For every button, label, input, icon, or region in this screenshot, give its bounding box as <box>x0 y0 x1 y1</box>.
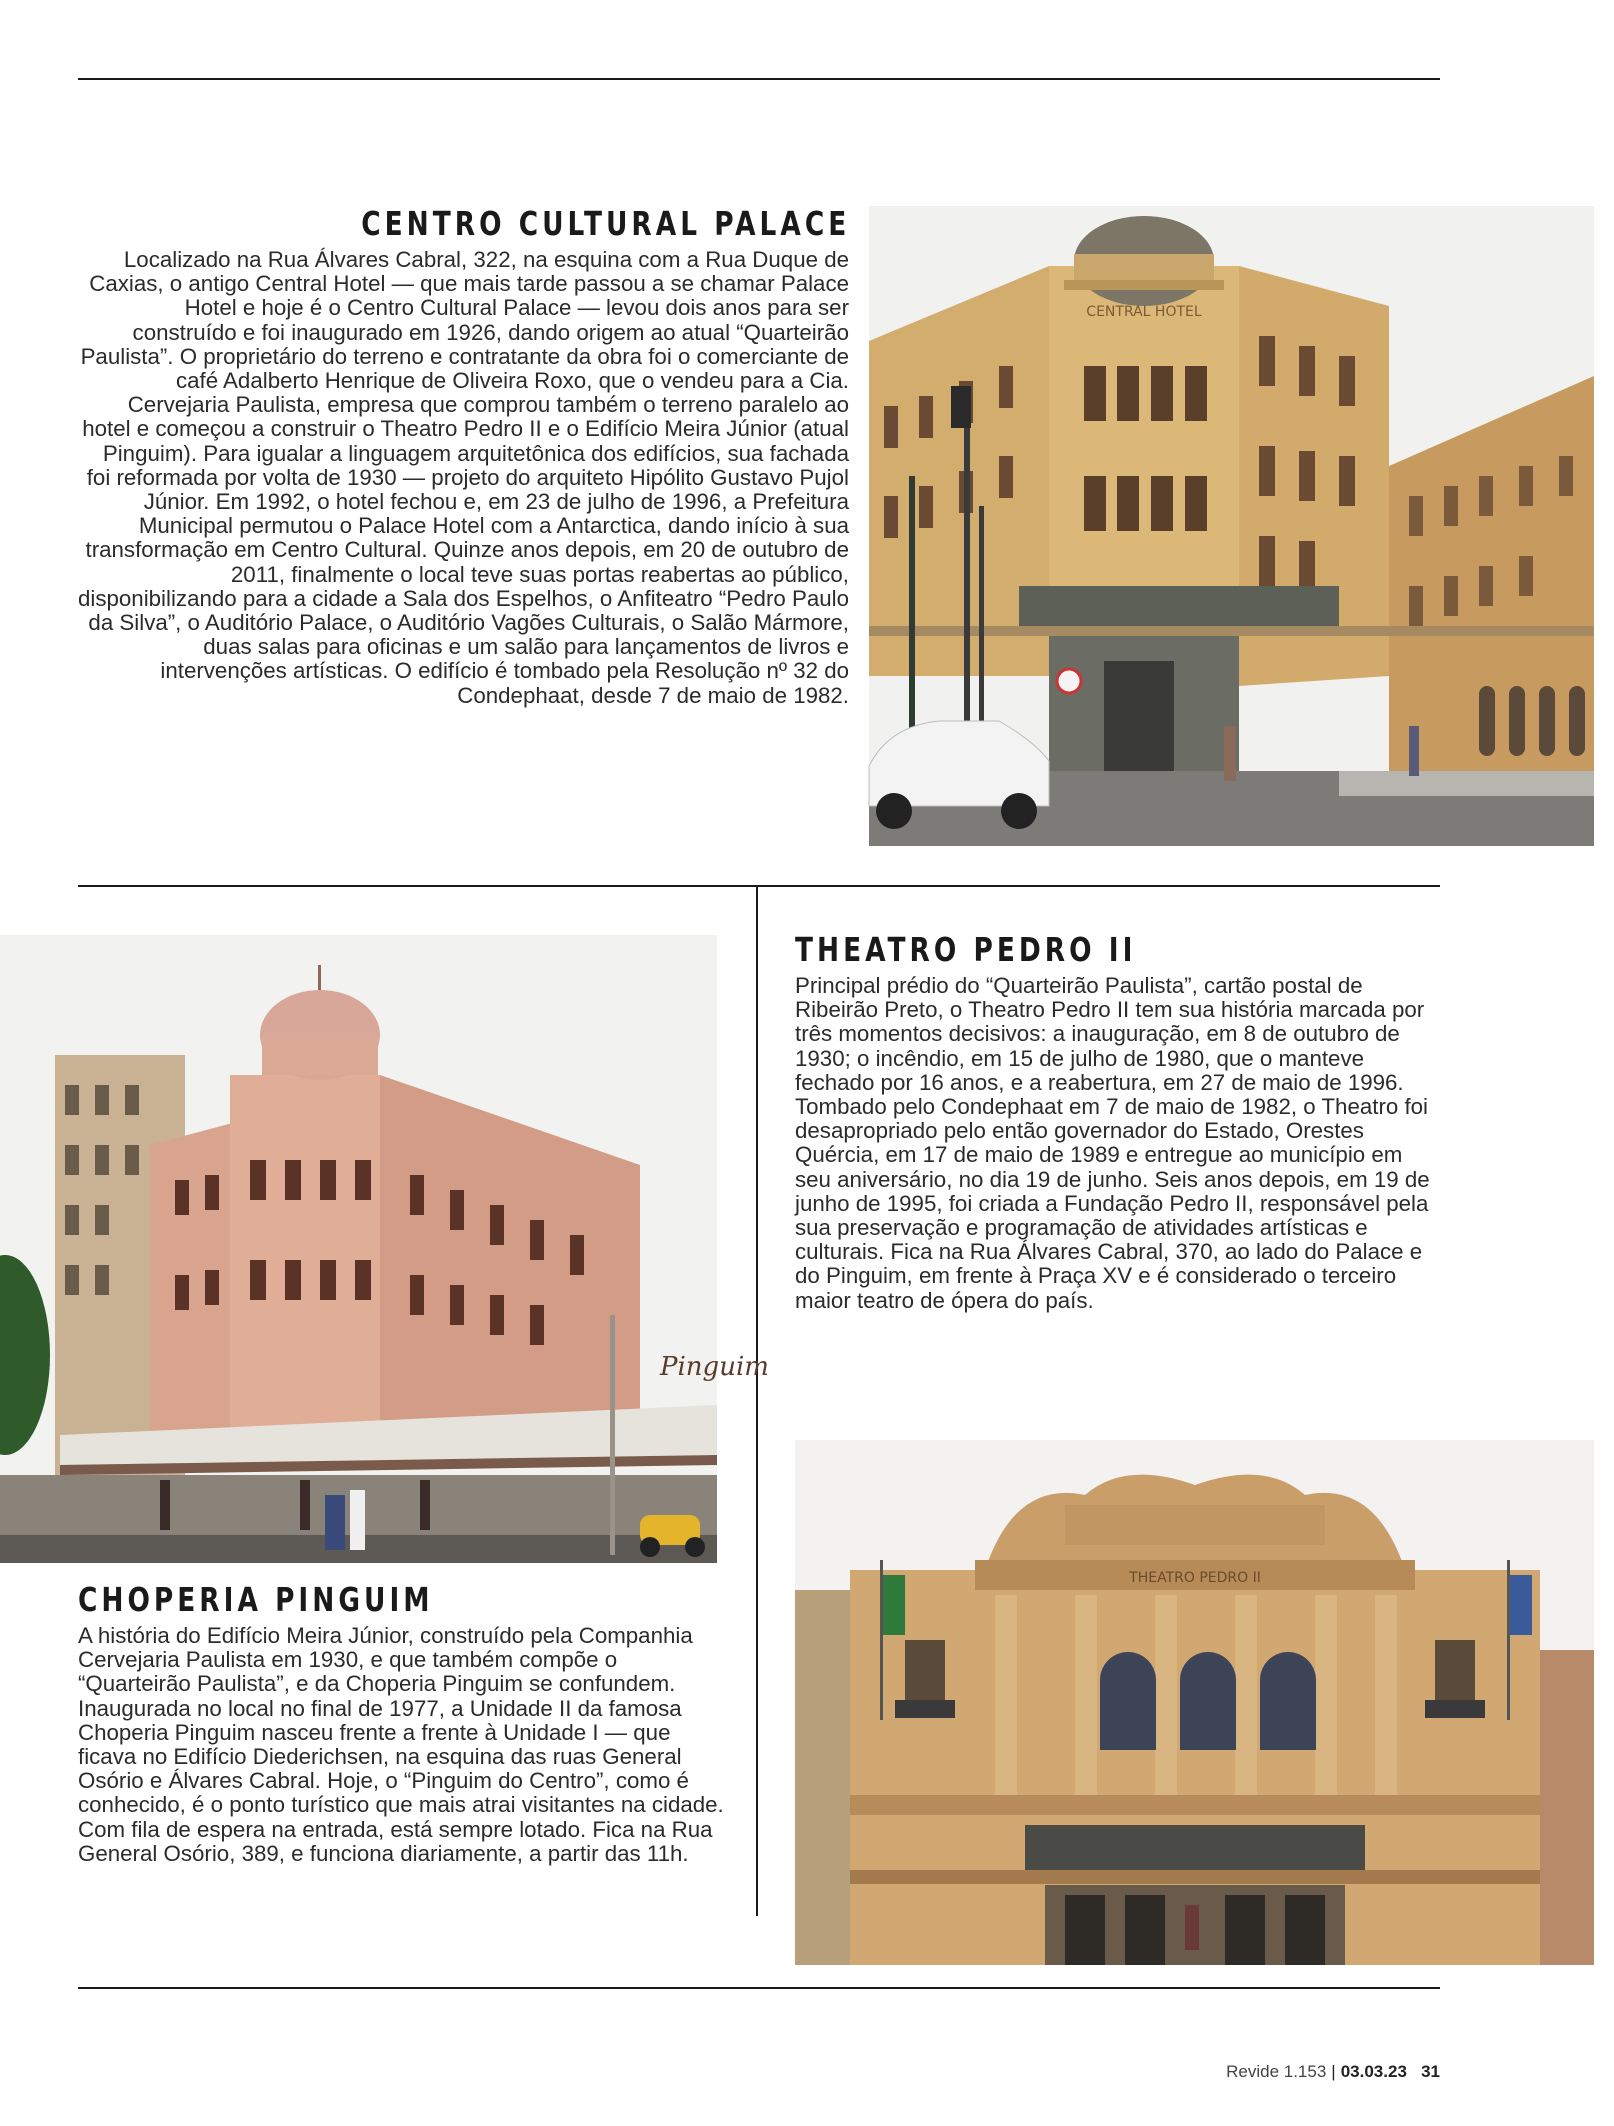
palace-heading: CENTRO CULTURAL PALACE <box>361 204 850 243</box>
issue-date: 03.03.23 <box>1340 2062 1407 2081</box>
theatro-body-text: Principal prédio do “Quarteirão Paulista”, cartão postal de Ribeirão Preto, o Theatro Pedro II tem sua história marcada por três momentos decisivos: a inauguração, em 8 de outubro de 1930; o incêndio, em 15 de julho de 1980, que o manteve fechado por 16 anos, e a reabertura, em 27 de maio de 1996. Tombado pelo Condephaat em 7 de maio de 1982, o Theatro foi desapropriado pelo então governador do Estado, Orestes Quércia, em 17 de maio de 1989 e entregue ao município em seu aniversário, no dia 19 de junho. Seis anos depois, em 19 de junho de 1995, foi criada a Fundação Pedro II, responsável pela sua preservação e programação de atividades artísticas e culturais. Fica na Rua Álvares Cabral, 370, ao lado do Palace e do Pinguim, em frente à Praça XV e é considerado o terceiro maior teatro de ópera do país. <box>795 973 1430 1313</box>
pinguim-heading: CHOPERIA PINGUIM <box>78 1580 434 1619</box>
pinguim-sign: Pinguim <box>660 1352 769 1382</box>
magazine-issue: Revide 1.153 <box>1226 2062 1327 2081</box>
theatro-heading: THEATRO PEDRO II <box>795 930 1137 969</box>
top-rule <box>78 78 1440 80</box>
footer-separator: | <box>1331 2062 1336 2081</box>
middle-rule <box>78 885 1440 887</box>
pinguim-photo <box>0 935 769 1563</box>
bottom-rule <box>78 1987 1440 1989</box>
theatro-sign: THEATRO PEDRO II <box>1129 1570 1261 1586</box>
central-hotel-sign: CENTRAL HOTEL <box>1086 304 1202 320</box>
pinguim-body-text: A história do Edifício Meira Júnior, construído pela Companhia Cervejaria Paulista em 1930, e que também compõe o “Quarteirão Paulista”, e da Choperia Pinguim se confundem. Inaugurada no local no final de 1977, a Unidade II da famosa Choperia Pinguim nasceu frente a frente à Unidade I — que ficava no Edifício Diederichsen, na esquina das ruas General Osório e Álvares Cabral. Hoje, o “Pinguim do Centro”, como é conhecido, é o ponto turístico que mais atrai visitantes na cidade. Com fila de espera na entrada, está sempre lotado. Fica na Rua General Osório, 389, e funciona diariamente, a partir das 11h. <box>78 1623 724 1866</box>
theatro-photo <box>795 1440 1594 1965</box>
palace-photo <box>869 206 1594 846</box>
column-divider <box>756 886 758 1916</box>
palace-body-text: Localizado na Rua Álvares Cabral, 322, na esquina com a Rua Duque de Caxias, o antigo Central Hotel — que mais tarde passou a se chamar Palace Hotel e hoje é o Centro Cultural Palace — levou dois anos para ser construído e foi inaugurado em 1926, dando origem ao atual “Quarteirão Paulista”. O proprietário do terreno e contratante da obra foi o comerciante de café Adalberto Henrique de Oliveira Roxo, que o vendeu para a Cia. Cervejaria Paulista, empresa que comprou também o terreno paralelo ao hotel e começou a construir o Theatro Pedro II e o Edifício Meira Júnior (atual Pinguim). Para igualar a linguagem arquitetônica dos edifícios, sua fachada foi reformada por volta de 1930 — projeto do arquiteto Hipólito Gustavo Pujol Júnior. Em 1992, o hotel fechou e, em 23 de julho de 1996, a Prefeitura Municipal permutou o Palace Hotel com a Antarctica, dando início à sua transformação em Centro Cultural. Quinze anos depois, em 20 de outubro de 2011, finalmente o local teve suas portas reabertas ao público, disponibilizando para a cidade a Sala dos Espelhos, o Anfiteatro “Pedro Paulo da Silva”, o Auditório Palace, o Auditório Vagões Culturais, o Salão Mármore, duas salas para oficinas e um salão para lançamentos de livros e intervenções artísticas. O edifício é tombado pela Resolução nº 32 do Condephaat, desde 7 de maio de 1982. <box>78 247 849 708</box>
page-number: 31 <box>1421 2062 1440 2081</box>
page-footer <box>1226 2062 1440 2082</box>
